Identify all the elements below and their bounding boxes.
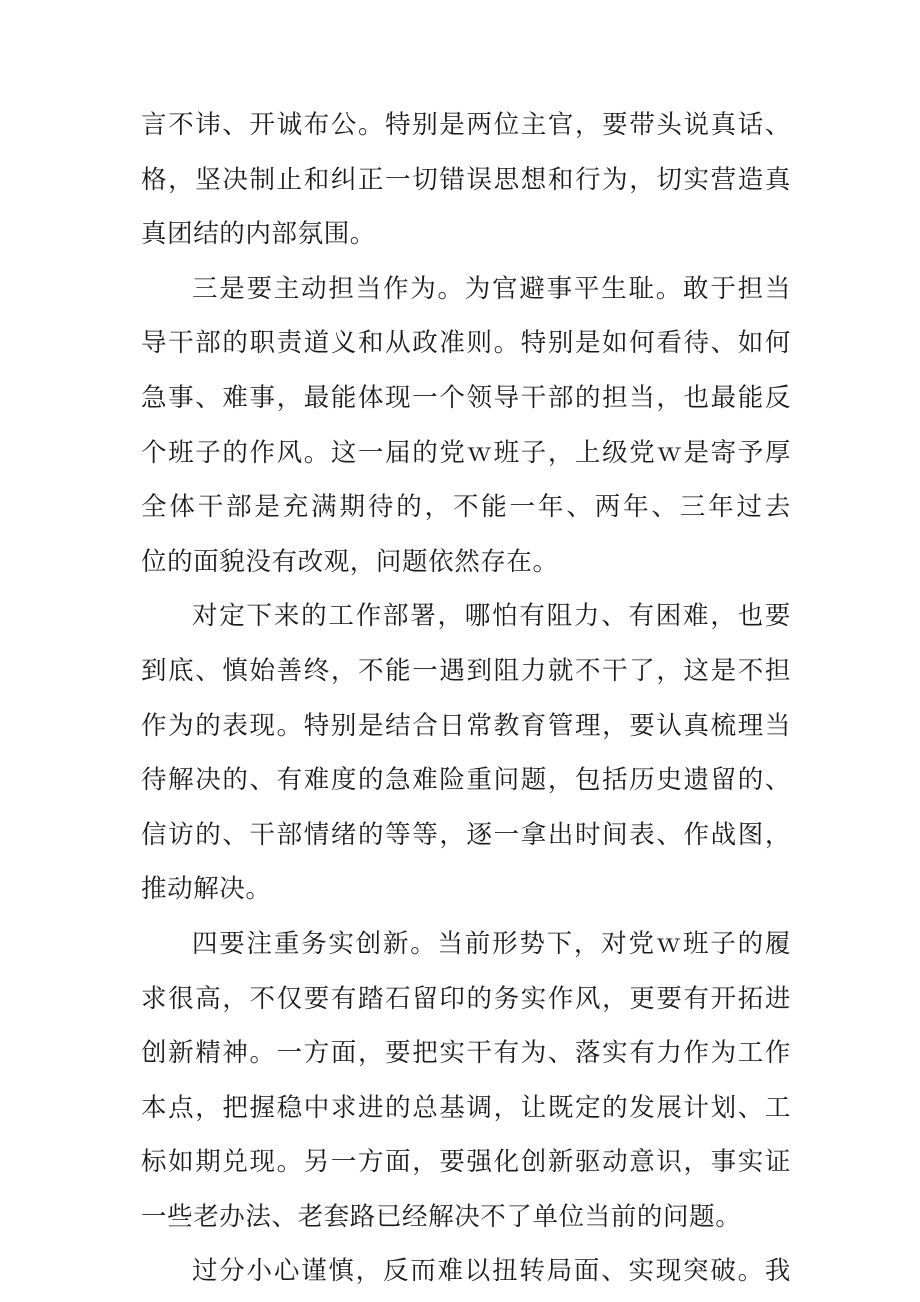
text-line: 言不讳、开诚布公。特别是两位主官，要带头说真话、 [141, 110, 791, 140]
text-line: 全体干部是充满期待的，不能一年、两年、三年过去 [141, 492, 791, 523]
text-line: 标如期兑现。另一方面，要强化创新驱动意识，事实证 [141, 1147, 791, 1178]
text-line: 待解决的、有难度的急难险重问题，包括历史遗留的、 [141, 765, 791, 796]
text-line: 位的面貌没有改观，问题依然存在。 [141, 546, 559, 577]
text-line: 急事、难事，最能体现一个领导干部的担当，也最能反 [141, 382, 791, 413]
text-line: 求很高，不仅要有踏石留印的务实作风，更要有开拓进 [141, 983, 791, 1014]
text-line: 格，坚决制止和纠正一切错误思想和行为，切实营造真 [141, 164, 791, 195]
paragraph-first-line: 对定下来的工作部署，哪怕有阻力、有困难，也要 [192, 601, 791, 632]
paragraph-first-line: 四要注重务实创新。当前形势下，对党ｗ班子的履 [192, 928, 791, 959]
text-line: 本点，把握稳中求进的总基调，让既定的发展计划、工 [141, 1092, 791, 1123]
text-line: 作为的表现。特别是结合日常教育管理，要认真梳理当 [141, 710, 791, 741]
text-line: 推动解决。 [141, 874, 272, 905]
document-body [141, 98, 791, 1299]
text-line: 一些老办法、老套路已经解决不了单位当前的问题。 [141, 1201, 742, 1232]
paragraph-first-line: 三是要主动担当作为。为官避事平生耻。敢于担当 [192, 273, 791, 304]
text-line: 信访的、干部情绪的等等，逐一拿出时间表、作战图， [141, 819, 791, 850]
text-line: 导干部的职责道义和从政准则。特别是如何看待、如何 [141, 328, 791, 359]
text-line: 个班子的作风。这一届的党ｗ班子，上级党ｗ是寄予厚 [141, 437, 791, 468]
paragraph-first-line: 过分小心谨慎，反而难以扭转局面、实现突破。我 [192, 1256, 791, 1287]
text-line: 到底、慎始善终，不能一遇到阻力就不干了，这是不担 [141, 655, 791, 686]
text-line: 创新精神。一方面，要把实干有为、落实有力作为工作 [141, 1038, 791, 1069]
text-line: 真团结的内部氛围。 [141, 219, 376, 250]
